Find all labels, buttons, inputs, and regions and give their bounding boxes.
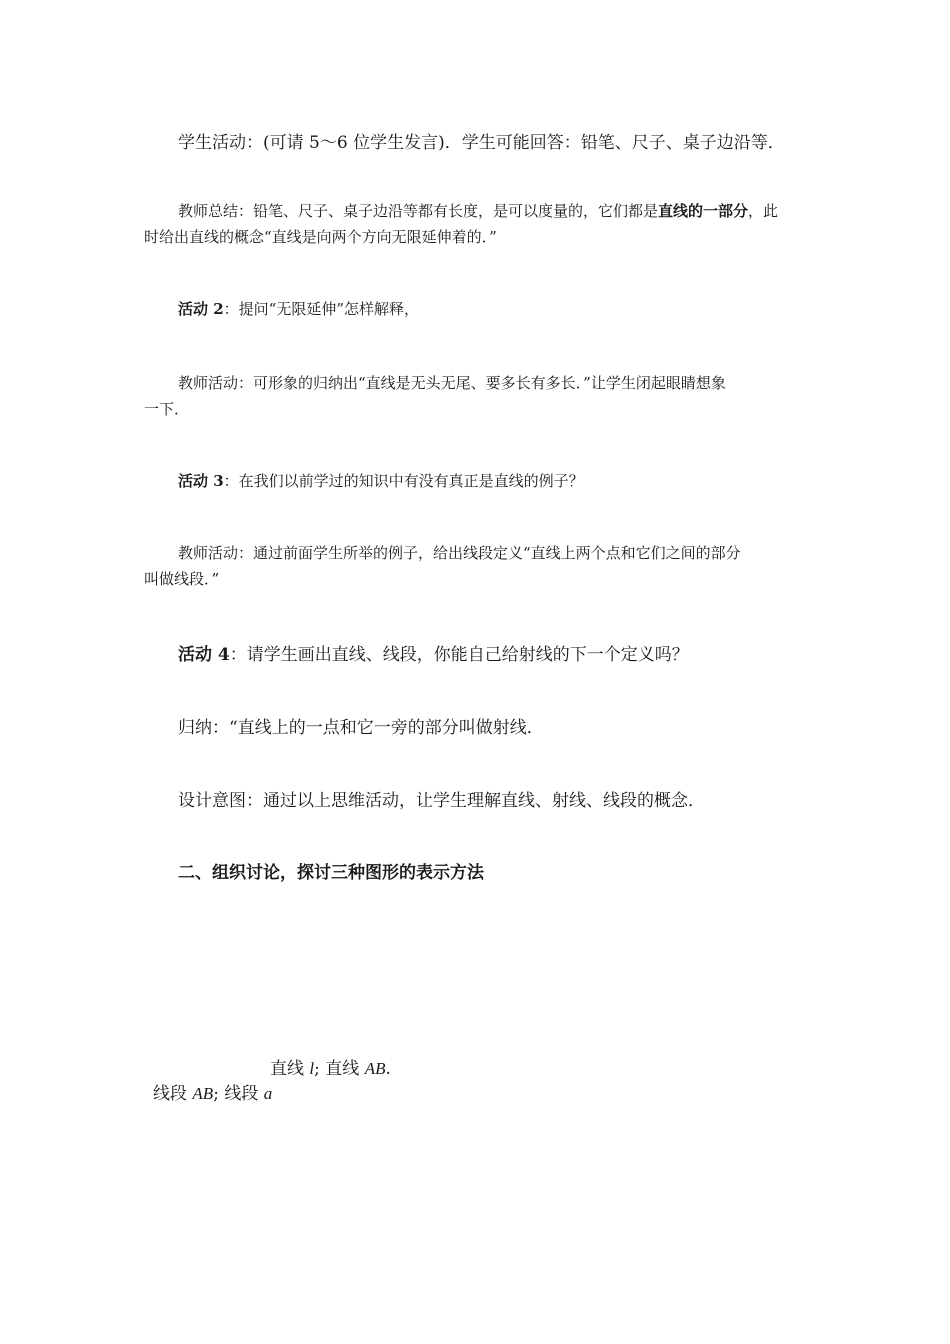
paragraph-design-intent: 设计意图：通过以上思维活动，让学生理解直线、射线、线段的概念． [178, 791, 705, 811]
activity-label: 活动 4 [178, 645, 230, 665]
bold-phrase: 直线的一部分 [658, 202, 749, 220]
activity-label: 活动 2 [178, 300, 224, 318]
paragraph-activity-3: 活动 3：在我们以前学过的知识中有没有真正是直线的例子？ [178, 472, 584, 490]
label-lines: 直线 l; 直线 AB. [270, 1059, 391, 1079]
paragraph-teacher-activity-line1: 教师活动：可形象的归纳出“直线是无头无尾、要多长有多长．”让学生闭起眼睛想象 [178, 374, 726, 392]
paragraph-segment-definition-line2: 叫做线段．” [144, 570, 220, 588]
var-a: a [263, 1084, 273, 1103]
paragraph-activity-4: 活动 4：请学生画出直线、线段，你能自己给射线的下一个定义吗？ [178, 645, 689, 665]
paragraph-teacher-activity-line2: 一下． [144, 400, 190, 418]
paragraph-segment-definition-line1: 教师活动：通过前面学生所举的例子，给出线段定义“直线上两个点和它们之间的部分 [178, 544, 741, 562]
var-l: l [309, 1059, 315, 1078]
paragraph-teacher-summary-line1: 教师总结：铅笔、尺子、桌子边沿等都有长度，是可以度量的，它们都是直线的一部分，此 [178, 202, 779, 220]
paragraph-summary-ray: 归纳：“直线上的一点和它一旁的部分叫做射线． [178, 718, 544, 738]
var-ab: AB [192, 1084, 214, 1103]
paragraph-student-activity: 学生活动：(可请 5～6 位学生发言)．学生可能回答：铅笔、尺子、桌子边沿等． [178, 133, 785, 153]
activity-label: 活动 3 [178, 472, 224, 490]
paragraph-teacher-summary-line2: 时给出直线的概念“直线是向两个方向无限延伸着的．” [144, 228, 497, 246]
section-heading-two: 二、组织讨论，探讨三种图形的表示方法 [178, 863, 484, 883]
label-segments: 线段 AB; 线段 a [153, 1084, 273, 1104]
var-ab: AB [364, 1059, 386, 1078]
paragraph-activity-2: 活动 2：提问“无限延伸”怎样解释， [178, 300, 420, 318]
